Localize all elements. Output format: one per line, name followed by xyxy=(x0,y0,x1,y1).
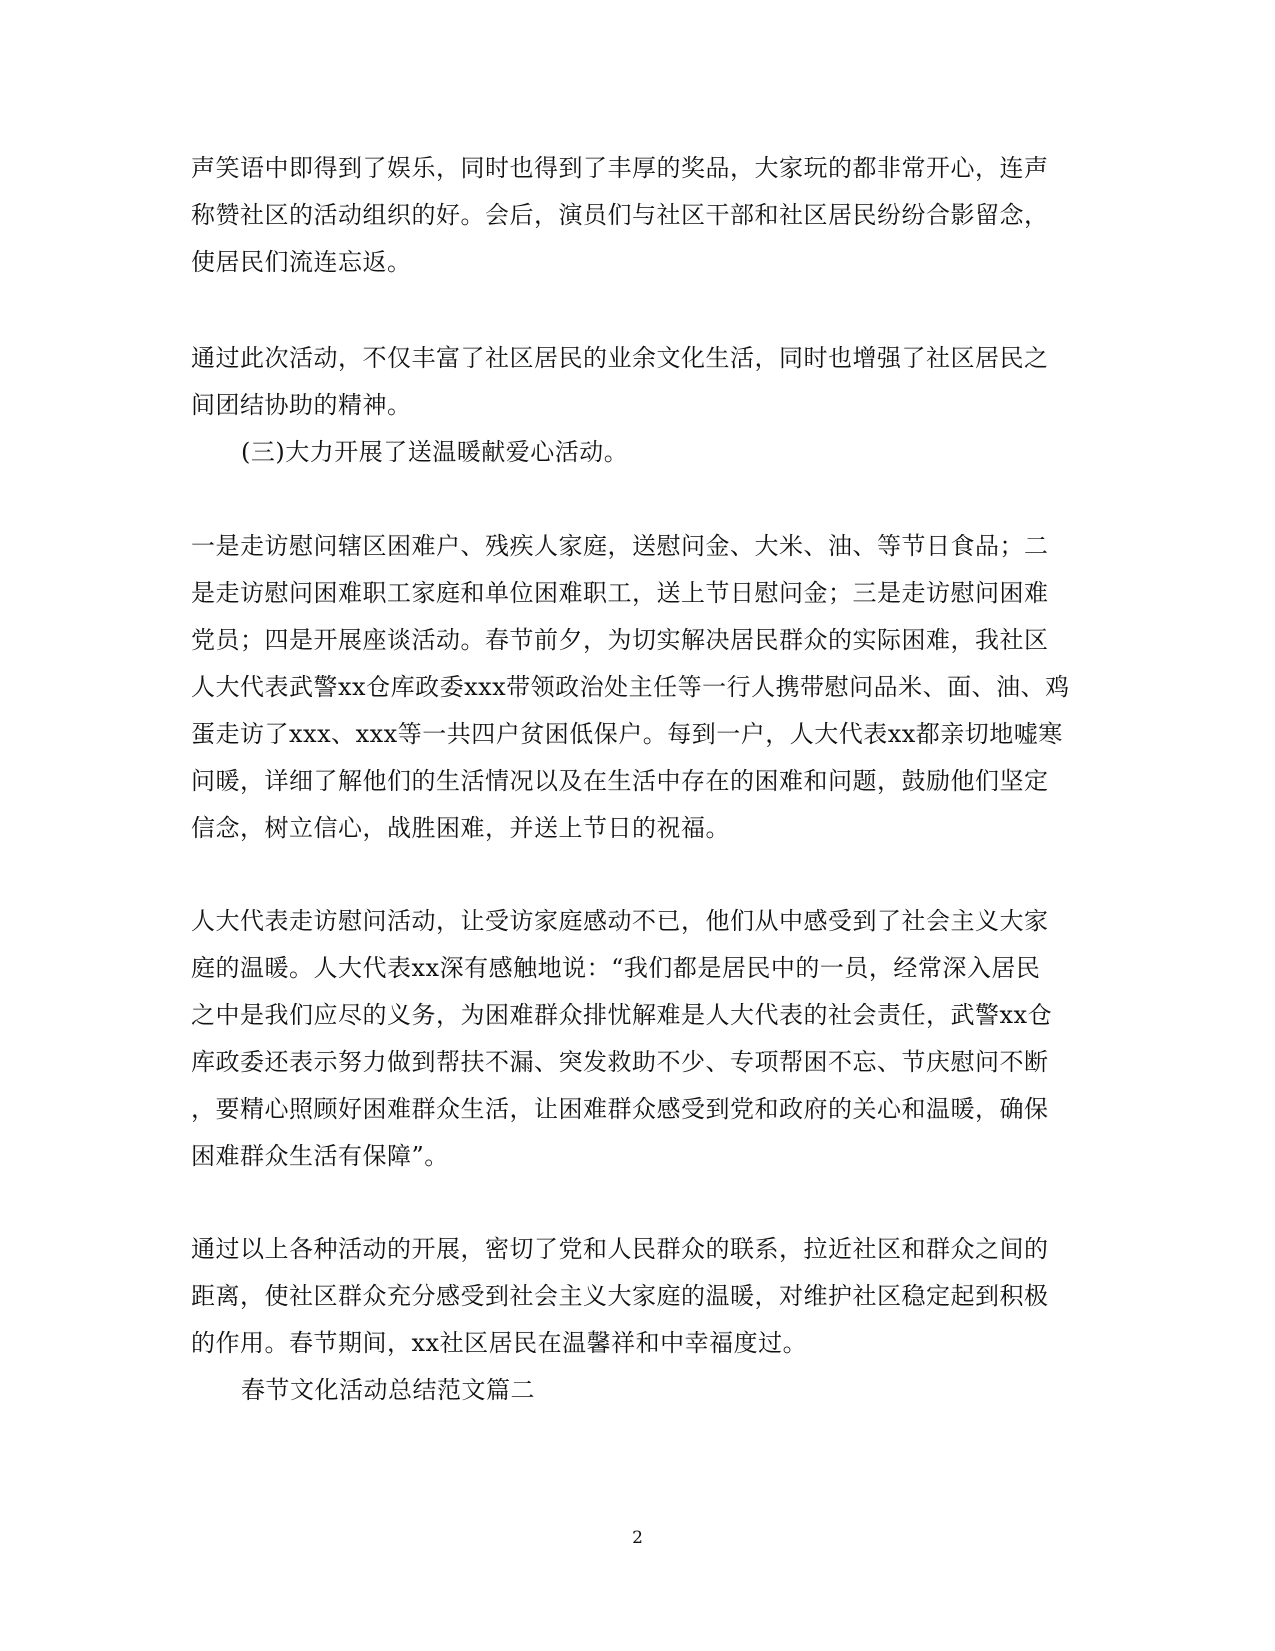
text-line: ，要精心照顾好困难群众生活，让困难群众感受到党和政府的关心和温暖，确保 xyxy=(191,1095,1049,1123)
text-line: 蛋走访了xxx、xxx等一共四户贫困低保户。每到一户，人大代表xx都亲切地嘘寒 xyxy=(191,720,1063,748)
text-line: 间团结协助的精神。 xyxy=(191,391,412,419)
text-line: 人大代表武警xx仓库政委xxx带领政治处主任等一行人携带慰问品米、面、油、鸡 xyxy=(191,673,1070,701)
text-line: 的作用。春节期间，xx社区居民在温馨祥和中幸福度过。 xyxy=(191,1329,808,1357)
text-line: 通过以上各种活动的开展，密切了党和人民群众的联系，拉近社区和群众之间的 xyxy=(191,1235,1049,1263)
text-line: 一是走访慰问辖区困难户、残疾人家庭，送慰问金、大米、油、等节日食品；二 xyxy=(191,532,1049,560)
text-line: 困难群众生活有保障”。 xyxy=(191,1142,449,1170)
text-line: 庭的温暖。人大代表xx深有感触地说：“我们都是居民中的一员，经常深入居民 xyxy=(191,954,1041,982)
section-heading: 春节文化活动总结范文篇二 xyxy=(241,1376,535,1404)
text-line: 库政委还表示努力做到帮扶不漏、突发救助不少、专项帮困不忘、节庆慰问不断 xyxy=(191,1048,1049,1076)
text-line: 人大代表走访慰问活动，让受访家庭感动不已，他们从中感受到了社会主义大家 xyxy=(191,907,1049,935)
text-line: 问暖，详细了解他们的生活情况以及在生活中存在的困难和问题，鼓励他们坚定 xyxy=(191,767,1049,795)
text-line: 距离，使社区群众充分感受到社会主义大家庭的温暖，对维护社区稳定起到积极 xyxy=(191,1282,1049,1310)
text-line: 之中是我们应尽的义务，为困难群众排忧解难是人大代表的社会责任，武警xx仓 xyxy=(191,1001,1053,1029)
text-line: 是走访慰问困难职工家庭和单位困难职工，送上节日慰问金；三是走访慰问困难 xyxy=(191,579,1049,607)
section-heading: (三)大力开展了送温暖献爱心活动。 xyxy=(241,438,629,466)
text-line: 信念，树立信心，战胜困难，并送上节日的祝福。 xyxy=(191,814,730,842)
text-line: 通过此次活动，不仅丰富了社区居民的业余文化生活，同时也增强了社区居民之 xyxy=(191,344,1049,372)
text-line: 党员；四是开展座谈活动。春节前夕，为切实解决居民群众的实际困难，我社区 xyxy=(191,626,1049,654)
page-number: 2 xyxy=(632,1528,643,1548)
text-line: 使居民们流连忘返。 xyxy=(191,248,412,276)
text-line: 声笑语中即得到了娱乐，同时也得到了丰厚的奖品，大家玩的都非常开心，连声 xyxy=(191,154,1049,182)
text-line: 称赞社区的活动组织的好。会后，演员们与社区干部和社区居民纷纷合影留念， xyxy=(191,201,1049,229)
